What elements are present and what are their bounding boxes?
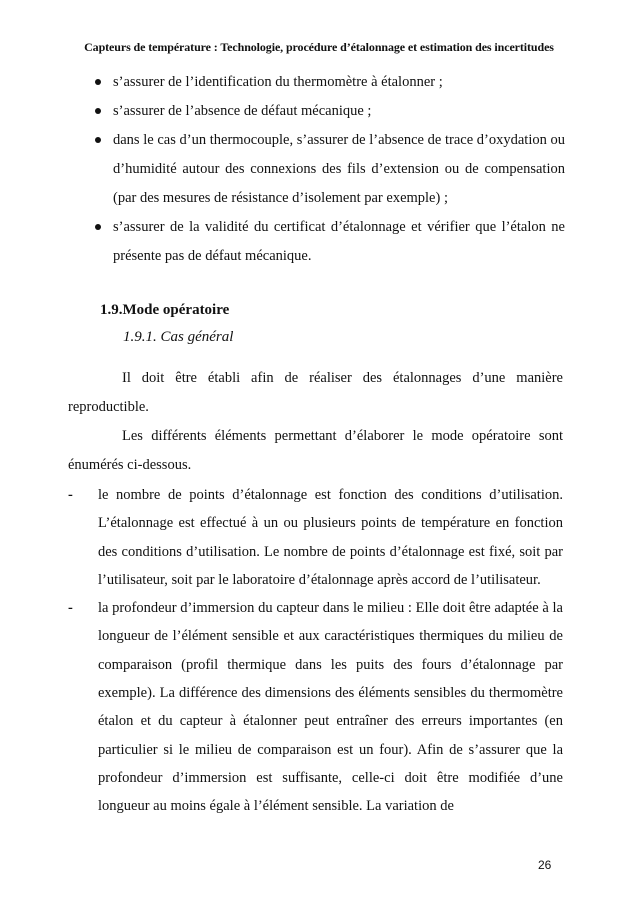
list-item	[68, 594, 563, 820]
bullet-icon	[95, 224, 101, 230]
list-item-text: s’assurer de l’absence de défaut mécanique ;	[113, 103, 372, 119]
list-item-text: s’assurer de l’identification du thermomètre à étalonner ;	[113, 74, 443, 90]
list-item	[95, 97, 565, 126]
paragraph: Les différents éléments permettant d’élaborer le mode opératoire sont énumérés ci-dessous.	[68, 428, 563, 473]
paragraph: Il doit être établi afin de réaliser des étalonnages d’une manière reproductible.	[68, 370, 563, 415]
list-item	[95, 126, 565, 213]
dash-list	[68, 481, 563, 821]
subsection-title: 1.9.1. Cas général	[123, 329, 234, 345]
list-item	[95, 213, 565, 271]
list-item-text: le nombre de points d’étalonnage est fonction des conditions d’utilisation. L’étalonnage est effectué à un ou plusieurs points de température en fonction des conditions d’utilisation. Le nombre de points d’étalonnage est fixé, soit par l’utilisateur, soit par le laboratoire d’étalonnage après accord de l’utilisateur.	[98, 487, 563, 588]
bullet-icon	[95, 79, 101, 85]
list-item-text: dans le cas d’un thermocouple, s’assurer de l’absence de trace d’oxydation ou d’humidité autour des connexions des fils d’extension ou de compensation (par des mesures de résistance d’isolement par exemple) ;	[113, 132, 565, 206]
dash-marker: -	[68, 487, 73, 503]
bullet-icon	[95, 108, 101, 114]
page-number: 26	[538, 858, 552, 872]
dash-marker: -	[68, 600, 73, 617]
bullet-icon	[95, 137, 101, 143]
page-header: Capteurs de température : Technologie, procédure d’étalonnage et estimation des incertitudes	[84, 40, 554, 54]
list-item-text: la profondeur d’immersion du capteur dans le milieu : Elle doit être adaptée à la longueur de l’élément sensible et aux caractéristiques thermiques du milieu de comparaison (profil thermique dans les puits des fours d’étalonnage par exemple). La différence des dimensions des éléments sensibles du thermomètre étalon et du capteur à étalonner peut entraîner des erreurs importantes (en particulier si le milieu de comparaison est un four). Afin de s’assurer que la profondeur d’immersion est suffisante, celle-ci doit être modifiée d’une longueur au moins égale à l’élément sensible. La variation de	[98, 600, 563, 815]
section-title: 1.9.Mode opératoire	[100, 302, 230, 318]
bullet-list	[95, 68, 565, 271]
list-item	[68, 481, 563, 594]
list-item	[95, 68, 565, 97]
list-item-text: s’assurer de la validité du certificat d’étalonnage et vérifier que l’étalon ne présente pas de défaut mécanique.	[113, 219, 565, 264]
